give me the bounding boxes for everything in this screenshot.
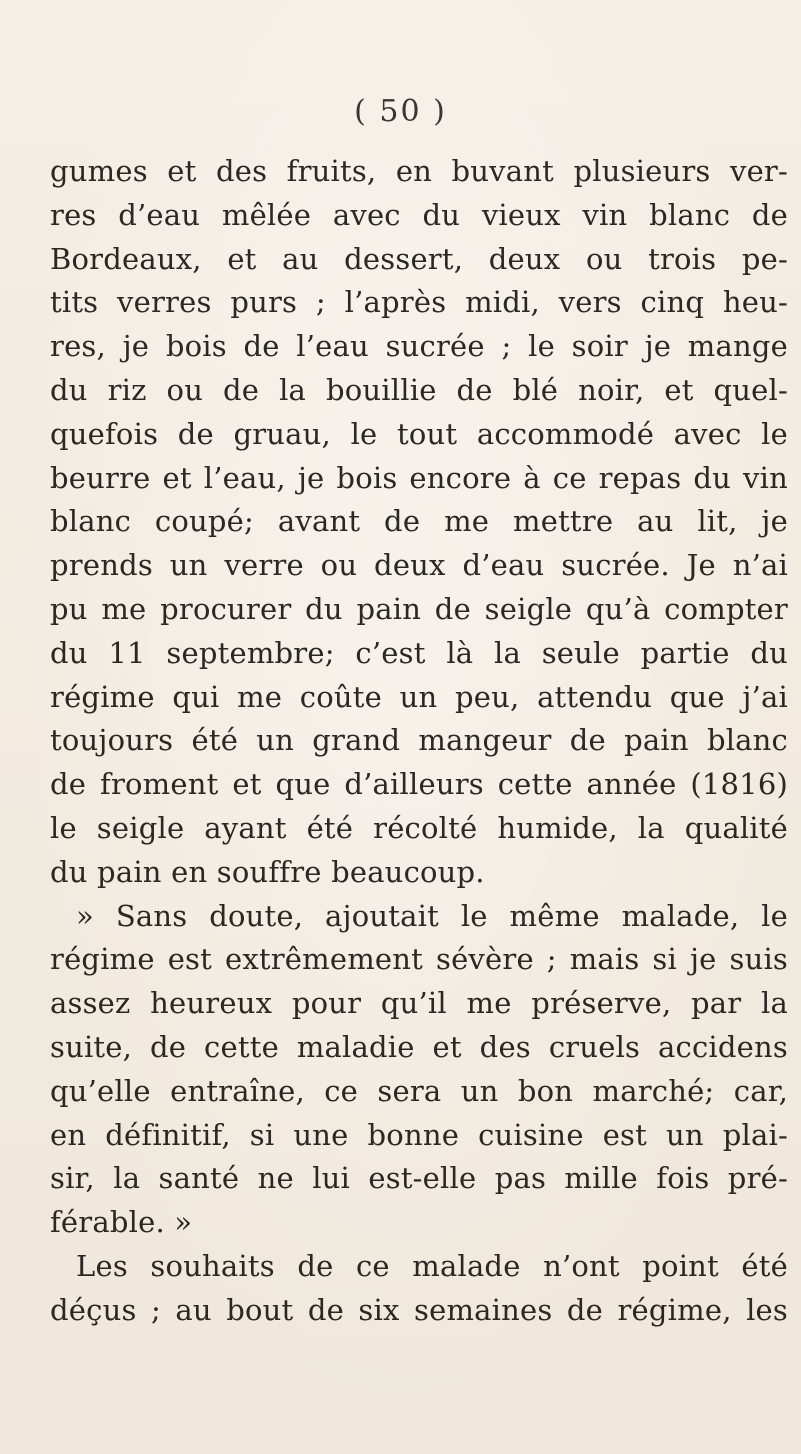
text-line: tits verres purs ; l’après midi, vers cinq heu- <box>50 285 788 320</box>
text-line: » Sans doute, ajoutait le même malade, le <box>76 898 788 933</box>
text-line: res, je bois de l’eau sucrée ; le soir je mange <box>50 329 788 364</box>
text-line: prends un verre ou deux d’eau sucrée. Je n’ai <box>50 548 788 583</box>
text-line: sir, la santé ne lui est-elle pas mille fois pré- <box>50 1161 788 1196</box>
text-line: suite, de cette maladie et des cruels accidens <box>50 1029 788 1064</box>
page-body-text <box>50 150 788 1333</box>
text-line: toujours été un grand mangeur de pain blanc <box>50 723 788 758</box>
text-line: beurre et l’eau, je bois encore à ce repas du vin <box>50 460 788 495</box>
text-line: pu me procurer du pain de seigle qu’à compter <box>50 591 788 626</box>
text-line: férable. » <box>50 1205 193 1240</box>
text-line: qu’elle entraîne, ce sera un bon marché; car, <box>50 1073 788 1108</box>
text-line: du riz ou de la bouillie de blé noir, et quel- <box>50 372 788 407</box>
text-line: régime est extrêmement sévère ; mais si je suis <box>50 942 788 977</box>
text-line: Bordeaux, et au dessert, deux ou trois pe- <box>50 241 788 276</box>
text-line: de froment et que d’ailleurs cette année (1816) <box>50 767 788 802</box>
text-line: blanc coupé; avant de me mettre au lit, je <box>50 504 788 539</box>
text-line: quefois de gruau, le tout accommodé avec le <box>50 416 788 451</box>
text-line: res d’eau mêlée avec du vieux vin blanc de <box>50 197 788 232</box>
text-line: assez heureux pour qu’il me préserve, par la <box>50 986 788 1021</box>
text-line: du 11 septembre; c’est là la seule partie du <box>50 635 788 670</box>
text-line: en définitif, si une bonne cuisine est un plai- <box>50 1117 788 1152</box>
text-line: Les souhaits de ce malade n’ont point été <box>76 1248 788 1283</box>
page-number: ( 50 ) <box>354 94 447 129</box>
text-line: régime qui me coûte un peu, attendu que j’ai <box>50 679 788 714</box>
text-line: gumes et des fruits, en buvant plusieurs ver- <box>50 154 788 188</box>
text-line: du pain en souffre beaucoup. <box>50 854 485 889</box>
text-line: déçus ; au bout de six semaines de régime, les <box>50 1292 788 1327</box>
text-line: le seigle ayant été récolté humide, la qualité <box>50 810 788 845</box>
